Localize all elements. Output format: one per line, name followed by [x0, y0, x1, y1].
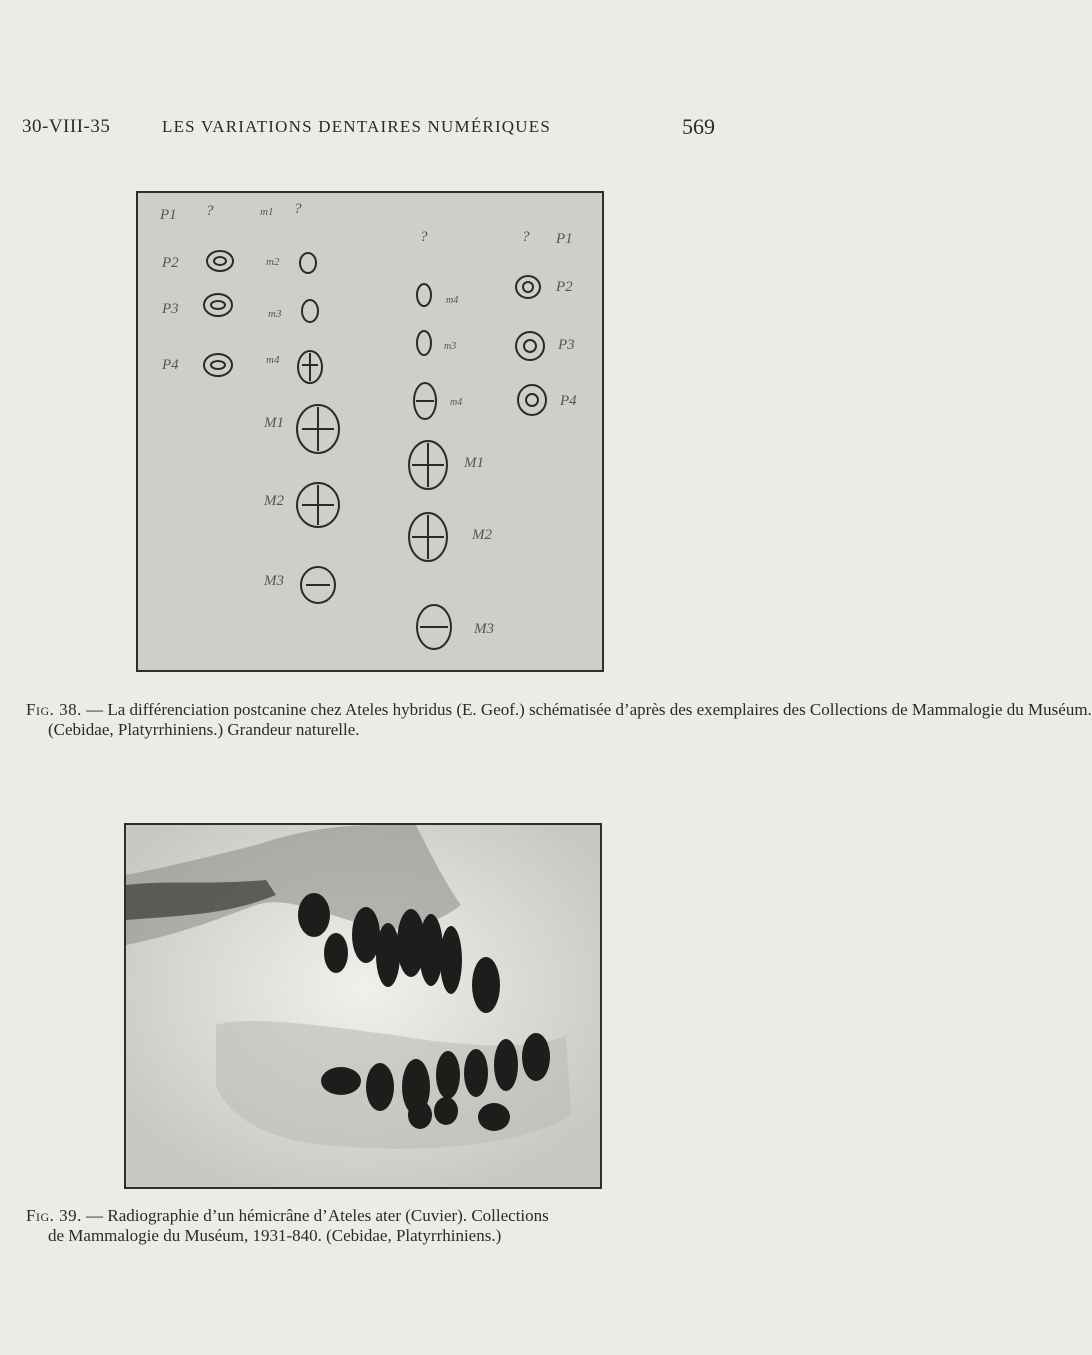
figure-38-dental-schema [136, 191, 604, 672]
lower-premolar-teeth [516, 276, 546, 415]
label-upper-p4: P4 [162, 357, 179, 373]
upper-milk-teeth [298, 253, 322, 383]
label-upper-p3: P3 [162, 301, 179, 317]
running-head [22, 112, 722, 142]
figure-39-caption-end: de Mammalogie du Muséum, 1931-840. (Cebidae, Platyrrhiniens.) [48, 1226, 502, 1245]
tooth-diagram [138, 193, 602, 670]
label-lower-p2: P2 [556, 279, 573, 295]
figure-39-radiograph [124, 823, 602, 1189]
running-head-date: 30-VIII-35 [22, 116, 111, 137]
figure-38-caption-end: (Cebidae, Platyrrhiniens.) Grandeur naturelle. [48, 720, 360, 739]
upper-molar-teeth [297, 405, 339, 603]
label-lower-question-2: ? [522, 229, 530, 245]
label-upper-m4-milk: m4 [266, 354, 280, 366]
radiograph-image [126, 825, 600, 1187]
label-upper-M3: M3 [264, 573, 284, 589]
page-number: 569 [682, 114, 715, 139]
label-upper-milk-question: ? [294, 201, 302, 217]
label-upper-p2: P2 [162, 255, 179, 271]
label-lower-M1: M1 [464, 455, 484, 471]
lower-molar-teeth [409, 441, 451, 649]
figure-38-caption-text: — La différenciation postcanine chez Ateles hybridus (E. Geof.) schématisée d’après des exemplaires des Collections de Mammalogie du Muséum. [81, 700, 1092, 719]
figure-39-caption [26, 1206, 726, 1246]
label-upper-p1: P1 [160, 207, 177, 223]
label-upper-M2: M2 [264, 493, 284, 509]
label-lower-question-1: ? [420, 229, 428, 245]
label-lower-m4b-milk: m4 [450, 397, 463, 408]
figure-38-caption [26, 700, 1092, 740]
figure-39-lead: Fig. 39. [26, 1206, 82, 1225]
label-upper-M1: M1 [264, 415, 284, 431]
label-lower-p1: P1 [556, 231, 573, 247]
label-lower-p3: P3 [558, 337, 575, 353]
lower-milk-teeth [414, 284, 436, 419]
running-head-title: LES VARIATIONS DENTAIRES NUMÉRIQUES [162, 117, 551, 136]
label-lower-p4: P4 [560, 393, 577, 409]
figure-38-lead: Fig. 38. [26, 700, 82, 719]
label-upper-m2-milk: m2 [266, 256, 280, 268]
label-upper-m1-milk: m1 [260, 206, 274, 218]
label-lower-M3: M3 [474, 621, 494, 637]
label-upper-m3-milk: m3 [268, 308, 282, 320]
label-lower-m3-milk: m3 [444, 341, 457, 352]
label-lower-M2: M2 [472, 527, 492, 543]
label-upper-question: ? [206, 203, 214, 219]
label-lower-m4-milk: m4 [446, 295, 459, 306]
upper-premolar-teeth [204, 251, 233, 376]
figure-39-caption-text: — Radiographie d’un hémicrâne d’Ateles ater (Cuvier). Collections [81, 1206, 549, 1225]
